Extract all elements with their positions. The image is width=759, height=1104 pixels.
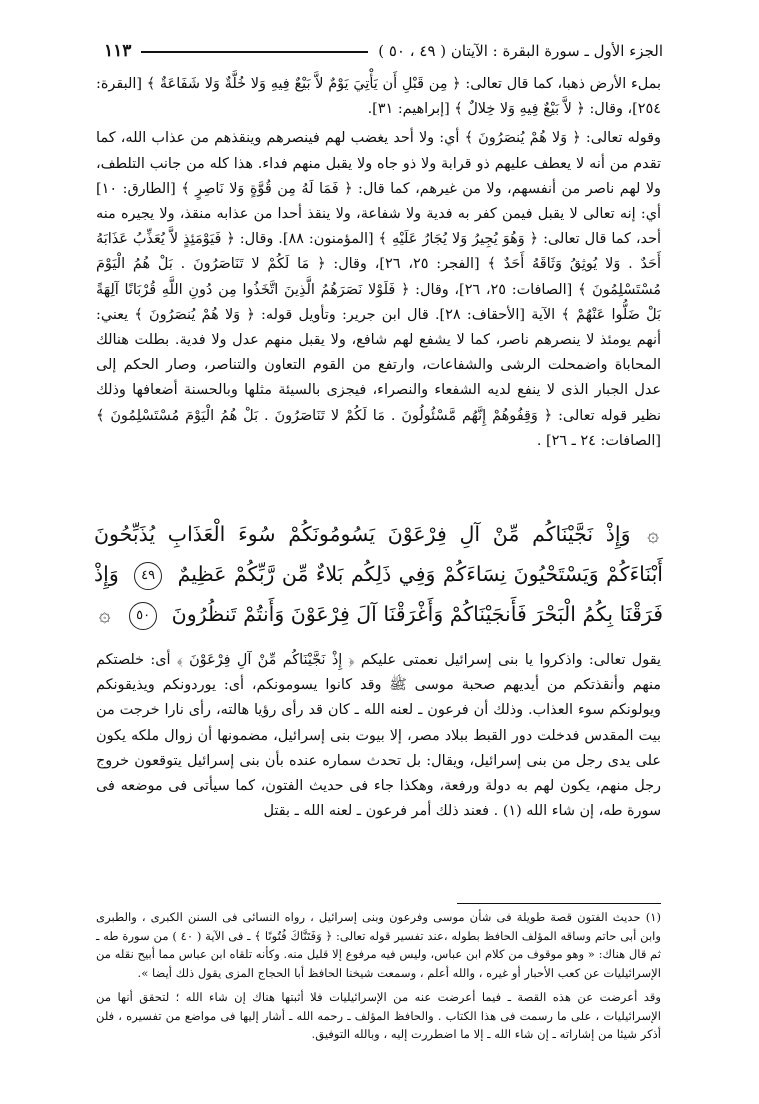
footnote-1: (١) حديث الفتون قصة طويلة فى شأن موسى وفرعون وبنى إسرائيل ، رواه النسائى فى السنن الكبرى ، والطبرى وابن أبى حاتم وساقه المؤلف الحافظ بطوله ،عند تفسير قوله تعالى: ﴿ وَفَتَنَّاكَ فُتُونًا ﴾ ـ فى الآية ( ٤٠ ) من سورة طه ـ ثم قال هناك: « وهو موقوف من كلام ابن عباس، وليس فيه مرفوع إلا قليل منه. وكأنه تلقاه ابن عباس مما أبيح نقله من الإسرائيليات عن كعب الأحبار أو غيره ، والله أعلم ، وسمعت شيخنا الحافظ أبا الحجاج المزى يقول ذلك أيضا ». [95, 910, 661, 980]
verse-text-50: وَإِذْ فَرَقْنَا بِكُمُ الْبَحْرَ فَأَنجَيْنَاكُمْ وَأَغْرَقْنَا آلَ فِرْعَوْنَ وَأَنتُمْ تَنظُرُونَ [94, 562, 663, 626]
commentary-paragraph: بملء الأرض ذهبا، كما قال تعالى: ﴿ مِن قَبْلِ أَن يَأْتِيَ يَوْمٌ لاَّ بَيْعٌ فِيهِ وَلا خُلَّةٌ وَلا شَفَاعَةٌ ﴾ [البقرة: ٢٥٤]، وقال: ﴿ لاَّ بَيْعٌ فِيهِ وَلا خِلالٌ ﴾ [إبراهيم: ٣١]. [96, 76, 661, 118]
verse-ornament-close: ۞ [98, 602, 111, 626]
header-rule [141, 51, 368, 53]
header-title: الجزء الأول ـ سورة البقرة : الآيتان ( ٤٩ ، ٥٠ ) [378, 42, 663, 60]
footnotes [96, 908, 661, 1044]
verse-number-50: ٥٠ [129, 602, 157, 630]
verse-ornament-open: ۞ [647, 522, 659, 546]
verse-number-49: ٤٩ [134, 562, 162, 590]
footnote-note: وقد أعرضت عن هذه القصة ـ فيما أعرضت عنه من الإسرائيليات فلا أثبتها هناك إن شاء الله ؛ لتحقق أنها من الإسرائيليات ، على ما رسمت فى هذا الكتاب . والحافظ المؤلف ـ رحمه الله ـ أشار إليها فى مواضع من تفسيره ، فلن أذكر شيئا من إشاراته ـ إن شاء الله ـ إلا ما اضطررت إليه ، وبالله التوفيق. [96, 990, 661, 1041]
quran-verse [94, 514, 663, 634]
footnote-divider [457, 903, 661, 904]
tafsir-body [96, 648, 661, 824]
verse-text-49: وَإِذْ نَجَّيْنَاكُم مِّنْ آلِ فِرْعَوْنَ يَسُومُونَكُمْ سُوءَ الْعَذَابِ يُذَبِّحُونَ أَبْنَاءَكُمْ وَيَسْتَحْيُونَ نِسَاءَكُمْ وَفِي ذَلِكُم بَلاءٌ مِّن رَّبِّكُمْ عَظِيمٌ [94, 522, 663, 586]
commentary-body [96, 72, 661, 454]
running-header [104, 38, 663, 64]
page-number: ١١٣ [104, 41, 132, 61]
tafsir-paragraph: يقول تعالى: واذكروا يا بنى إسرائيل نعمتى عليكم ﴿ إِذْ نَجَّيْنَاكُم مِّنْ آلِ فِرْعَوْنَ ﴾ أى: خلصتكم منهم وأنقذتكم من أيديهم صحبة موسى ﷺ وقد كانوا يسومونكم، أى: يوردونكم ويذيقونكم ويولونكم سوء العذاب. وذلك أن فرعون ـ لعنه الله ـ كان قد رأى رؤيا هالته، رأى نارا خرجت من بيت المقدس فدخلت دور القبط ببلاد مصر، إلا بيوت بنى إسرائيل، مضمونها أن زوال ملكه يكون على يدى رجل من بنى إسرائيل، ويقال: بل تحدث سماره عنده بأن بنى إسرائيل يتوقعون خروج رجل منهم، يكون لهم به دولة ورفعة، وهكذا جاء فى حديث الفتون، كما سيأتى فى موضعه فى سورة طه، إن شاء الله (١) . فعند ذلك أمر فرعون ـ لعنه الله ـ بقتل [96, 652, 661, 820]
commentary-paragraph: وقوله تعالى: ﴿ وَلا هُمْ يُنصَرُونَ ﴾ أي: ولا أحد يغضب لهم فينصرهم وينقذهم من عذاب الله، كما تقدم من أنه لا يعطف عليهم ذو قرابة ولا ذو جاه ولا يقبل منهم فداء. هذا كله من جانب التلطف، ولا لهم ناصر من أنفسهم، ولا من غيرهم، كما قال: ﴿ فَمَا لَهُ مِن قُوَّةٍ وَلا نَاصِرٍ ﴾ [الطارق: ١٠] أي: إنه تعالى لا يقبل فيمن كفر به فدية ولا شفاعة، ولا ينقذ أحدا من عذابه منقذ، ولا يجيره منه أحد، كما قال تعالى: ﴿ وَهُوَ يُجِيرُ وَلا يُجَارُ عَلَيْهِ ﴾ [المؤمنون: ٨٨]. وقال: ﴿ فَيَوْمَئِذٍ لاَّ يُعَذِّبُ عَذَابَهُ أَحَدٌ . وَلا يُوثِقُ وَثَاقَهُ أَحَدٌ ﴾ [الفجر: ٢٥، ٢٦]، وقال: ﴿ مَا لَكُمْ لا تَنَاصَرُونَ . بَلْ هُمُ الْيَوْمَ مُسْتَسْلِمُونَ ﴾ [الصافات: ٢٥، ٢٦]، وقال: ﴿ فَلَوْلا نَصَرَهُمُ الَّذِينَ اتَّخَذُوا مِن دُونِ اللَّهِ قُرْبَانًا آلِهَةً بَلْ ضَلُّوا عَنْهُمْ ﴾ الآية [الأحقاف: ٢٨]. قال ابن جرير: وتأويل قوله: ﴿ وَلا هُمْ يُنصَرُونَ ﴾ يعني: أنهم يومئذ لا ينصرهم ناصر، كما لا يشفع لهم شافع، ولا يقبل منهم عدل ولا فدية. بطلت هنالك المحاباة واضمحلت الرشى والشفاعات، وارتفع من القوم التعاون والتناصر، وصار الحكم إلى عدل الجبار الذى لا ينفع لديه الشفعاء والنصراء، فيجزى بالسيئة مثلها وبالحسنة أضعافها وذلك نظير قوله تعالى: ﴿ وَقِفُوهُمْ إِنَّهُم مَّسْئُولُونَ . مَا لَكُمْ لا تَنَاصَرُونَ . بَلْ هُمُ الْيَوْمَ مُسْتَسْلِمُونَ ﴾ [الصافات: ٢٤ ـ ٢٦] . [96, 130, 661, 449]
quran-verse-block [94, 514, 663, 644]
